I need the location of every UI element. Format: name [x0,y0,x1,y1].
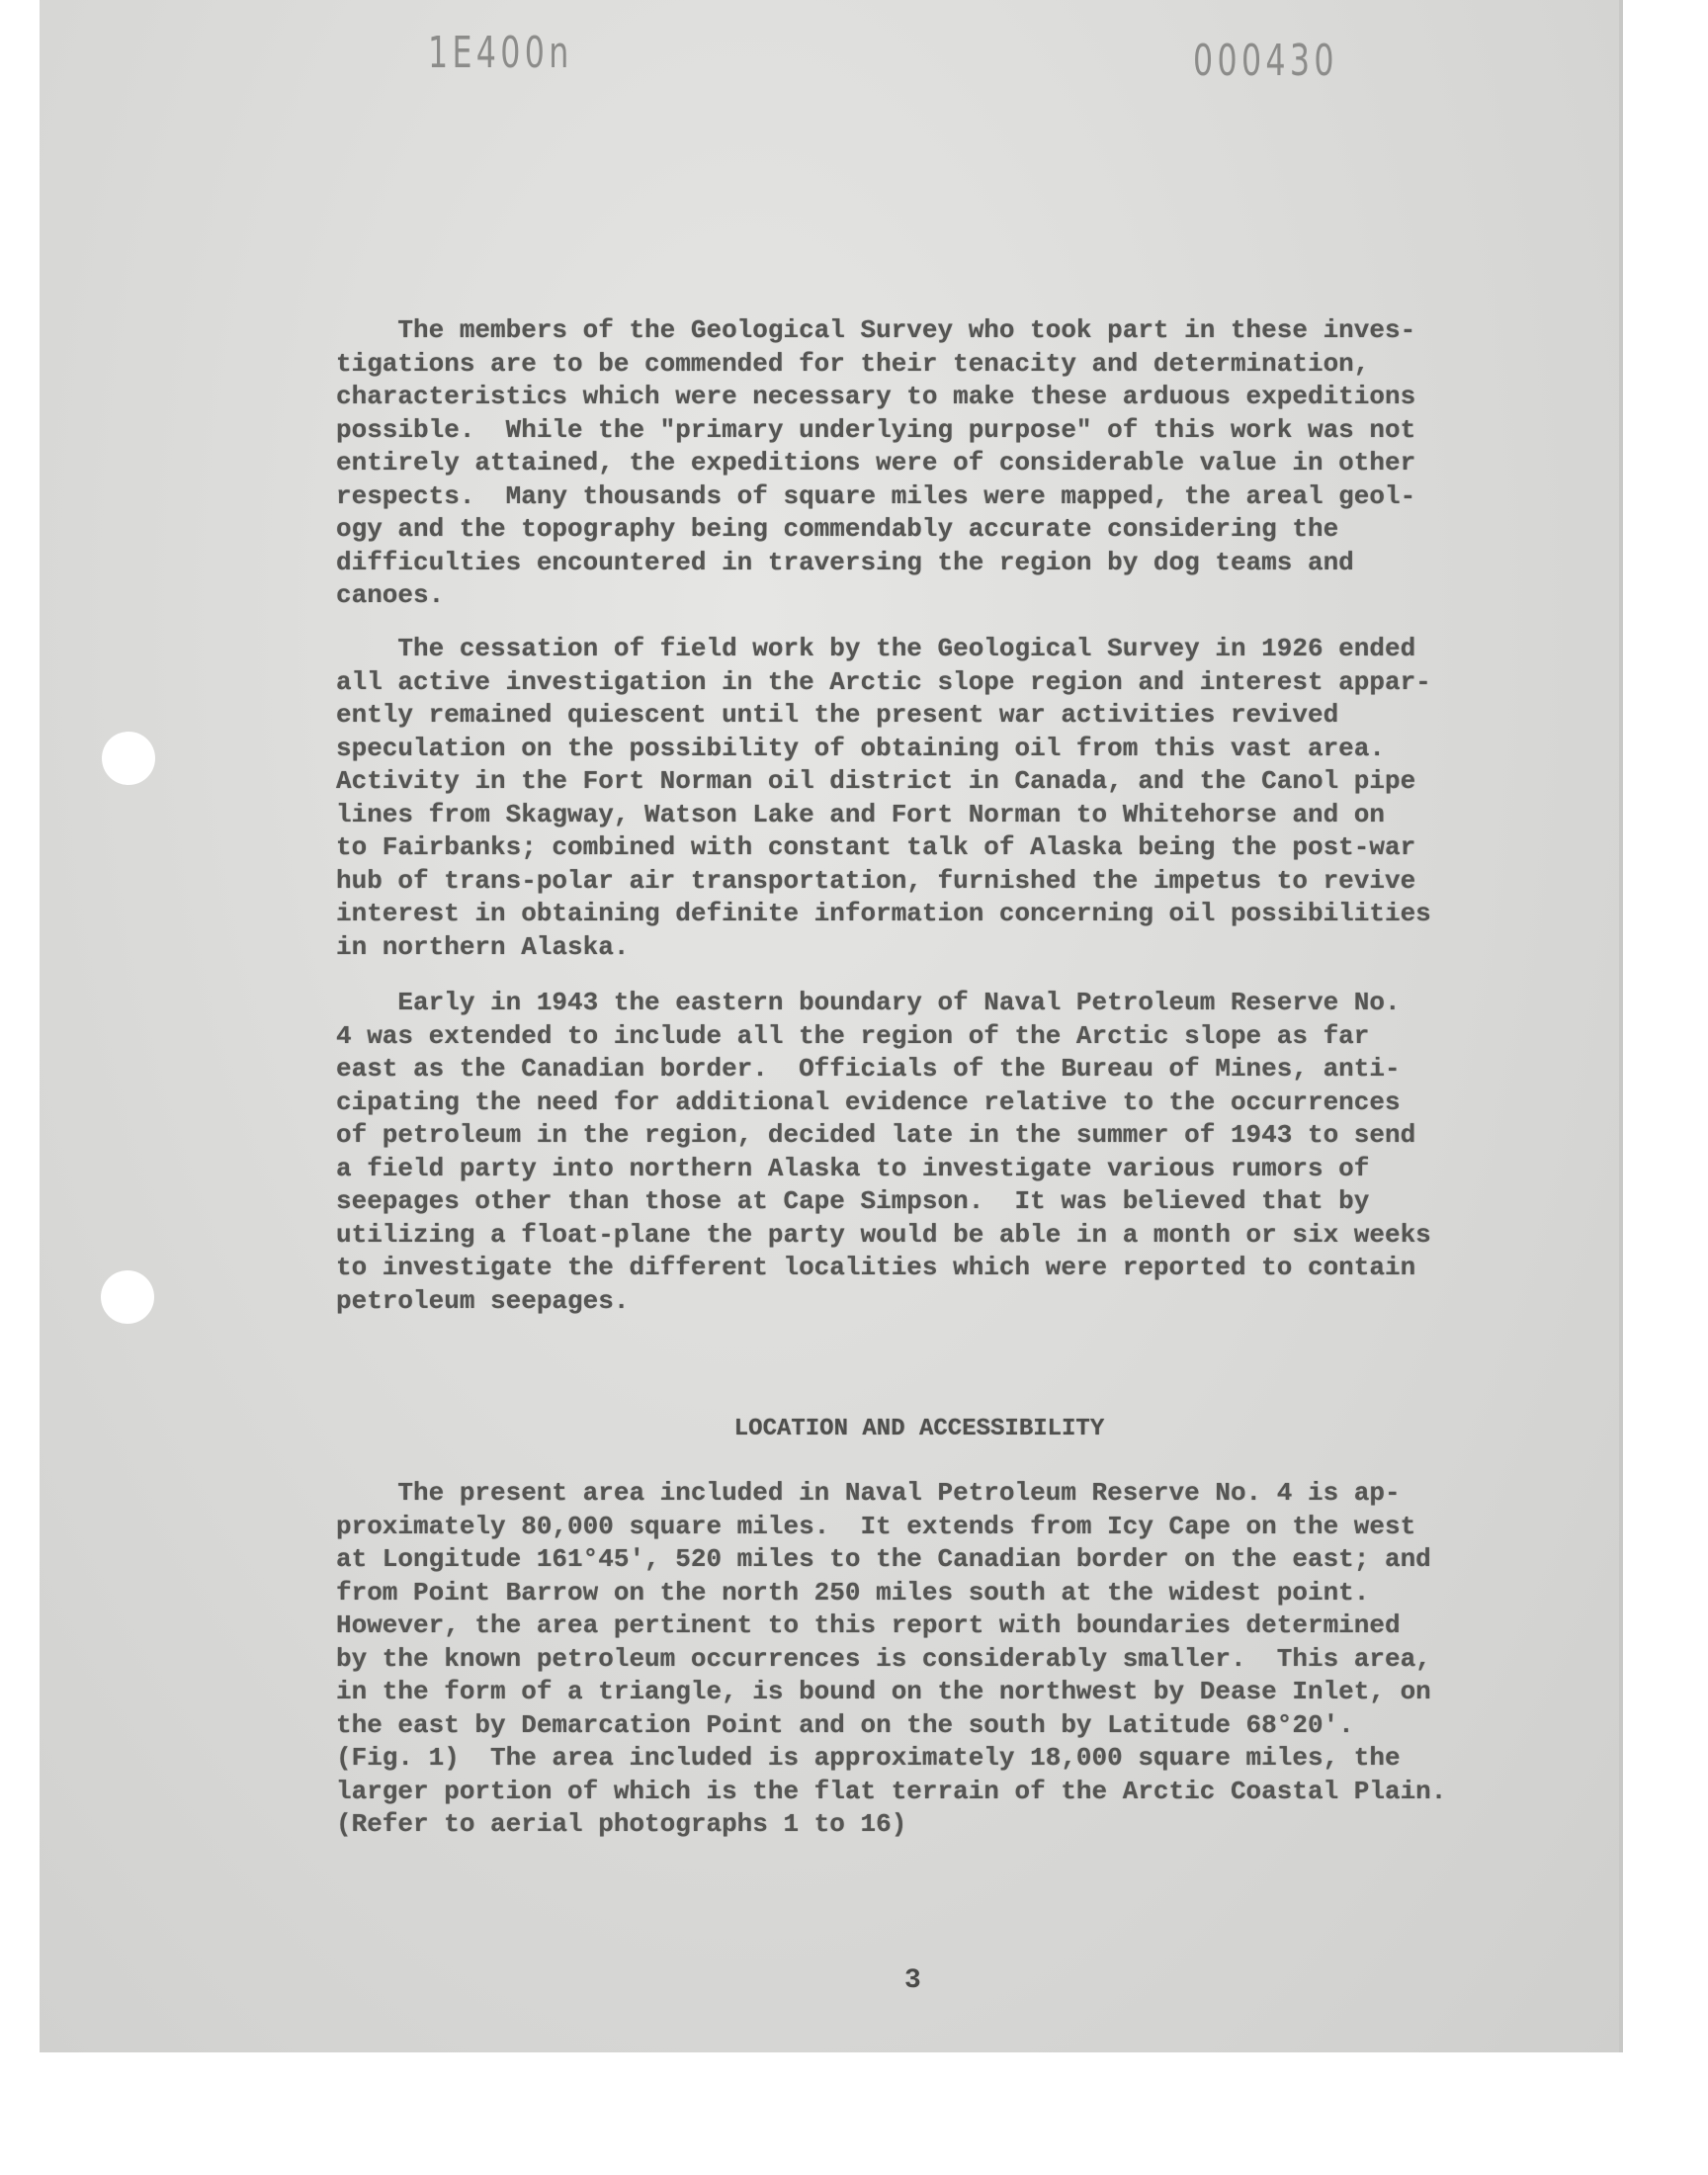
text-line: Activity in the Fort Norman oil district in Canada, and the Canol pipe [336,766,1416,796]
text-line: canoes. [336,580,445,610]
document-stamp-left: 1E400n [428,28,573,78]
text-line: larger portion of which is the flat terrain of the Arctic Coastal Plain. [336,1776,1447,1806]
text-line: The cessation of field work by the Geological Survey in 1926 ended [336,634,1416,663]
section-heading: LOCATION AND ACCESSIBILITY [733,1416,1105,1442]
text-line: (Refer to aerial photographs 1 to 16) [336,1809,907,1839]
text-line: ently remained quiescent until the present war activities revived [336,700,1339,730]
page-number: 3 [904,1965,921,1996]
document-page [40,0,1621,2052]
text-line: difficulties encountered in traversing the region by dog teams and [336,547,1354,577]
text-line: The present area included in Naval Petroleum Reserve No. 4 is ap- [336,1478,1401,1508]
text-line: in the form of a triangle, is bound on the northwest by Dease Inlet, on [336,1677,1431,1706]
text-line: interest in obtaining definite information concerning oil possibilities [336,899,1431,928]
text-line: to Fairbanks; combined with constant talk of Alaska being the post-war [336,832,1416,862]
text-line: a field party into northern Alaska to investigate various rumors of [336,1153,1370,1183]
text-line: respects. Many thousands of square miles were mapped, the areal geol- [336,480,1416,511]
text-line: The members of the Geological Survey who took part in these inves- [336,315,1416,345]
paragraph-early-1943 [336,987,1502,1318]
text-line: seepages other than those at Cape Simpson. It was believed that by [336,1186,1370,1216]
text-line: at Longitude 161°45', 520 miles to the Canadian border on the east; and [336,1544,1431,1574]
punch-hole [101,1270,154,1324]
text-line: possible. While the "primary underlying purpose" of this work was not [336,414,1416,445]
paragraph-cessation-of-field-work [336,633,1502,964]
text-line: all active investigation in the Arctic slope region and interest appar- [336,666,1431,697]
paragraph-location-and-accessibility [336,1477,1502,1842]
text-line: of petroleum in the region, decided late in the summer of 1943 to send [336,1120,1416,1150]
punch-hole [102,732,155,785]
text-line: east as the Canadian border. Officials of the Bureau of Mines, anti- [336,1054,1401,1084]
text-line: the east by Demarcation Point and on the south by Latitude 68°20'. [336,1709,1354,1740]
text-line: entirely attained, the expeditions were of considerable value in other [336,448,1416,478]
text-line: to investigate the different localities which were reported to contain [336,1253,1416,1282]
text-line: proximately 80,000 square miles. It extends from Icy Cape on the west [336,1511,1416,1541]
document-stamp-right: 000430 [1193,36,1338,86]
text-line: speculation on the possibility of obtaining oil from this vast area. [336,733,1385,763]
text-line: cipating the need for additional evidence relative to the occurrences [336,1087,1401,1117]
text-line: petroleum seepages. [336,1285,630,1316]
page-edge-shadow [1619,0,1623,2052]
text-line: characteristics which were necessary to make these arduous expeditions [336,382,1416,411]
text-line: in northern Alaska. [336,931,630,962]
text-line: 4 was extended to include all the region of the Arctic slope as far [336,1020,1370,1051]
text-line: However, the area pertinent to this report with boundaries determined [336,1610,1401,1640]
text-line: (Fig. 1) The area included is approximately 18,000 square miles, the [336,1743,1401,1773]
text-line: hub of trans-polar air transportation, furnished the impetus to revive [336,865,1416,896]
paragraph-survey-members [336,314,1502,613]
text-line: Early in 1943 the eastern boundary of Naval Petroleum Reserve No. [336,988,1401,1017]
text-line: ogy and the topography being commendably accurate considering the [336,514,1339,544]
text-line: from Point Barrow on the north 250 miles south at the widest point. [336,1577,1370,1608]
text-line: tigations are to be commended for their tenacity and determination, [336,348,1370,379]
text-line: utilizing a float-plane the party would be able in a month or six weeks [336,1219,1431,1250]
text-line: lines from Skagway, Watson Lake and Fort Norman to Whitehorse and on [336,799,1385,829]
text-line: by the known petroleum occurrences is considerably smaller. This area, [336,1643,1431,1674]
